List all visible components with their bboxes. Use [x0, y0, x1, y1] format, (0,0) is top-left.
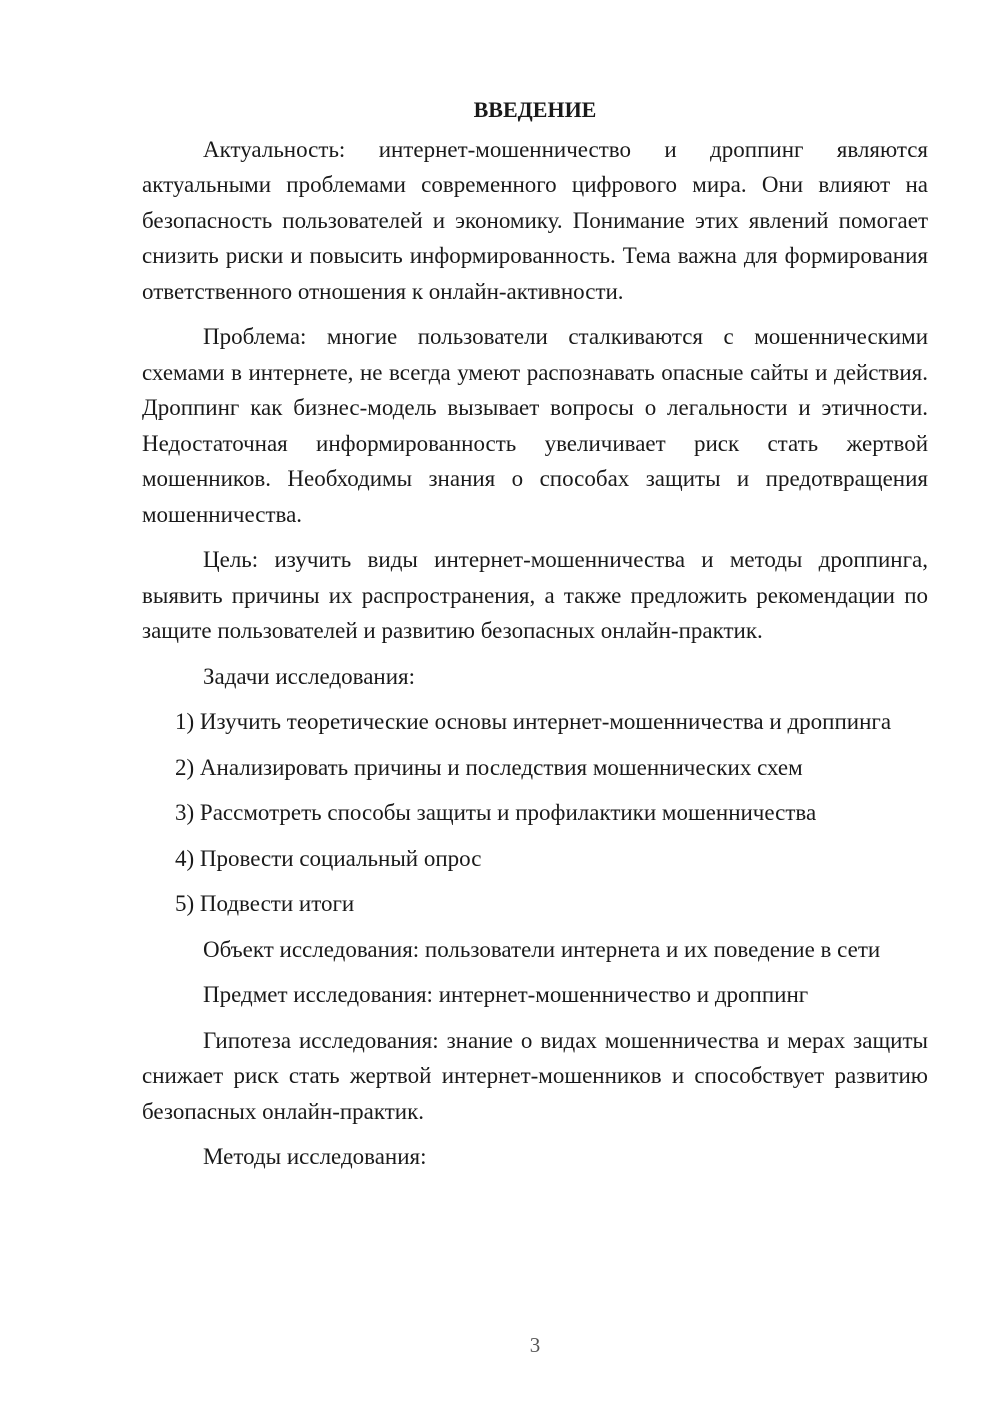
methods-title: Методы исследования: [203, 1144, 427, 1169]
task-item: 1) Изучить теоретические основы интернет-мошенничества и дроппинга [175, 709, 892, 734]
hypothesis-paragraph: Гипотеза исследования: знание о видах мошенничества и мерах защиты снижает риск стать жертвой интернет-мошенников и способствует развитию безопасных онлайн-практик. [142, 1027, 928, 1124]
page-number: 3 [529, 1333, 541, 1357]
object-paragraph: Объект исследования: пользователи интернета и их поведение в сети [203, 936, 881, 962]
task-item: 3) Рассмотреть способы защиты и профилактики мошенничества [175, 800, 817, 825]
subject-paragraph: Предмет исследования: интернет-мошенничество и дроппинг [203, 982, 809, 1007]
task-item: 5) Подвести итоги [175, 891, 355, 916]
goal-paragraph: Цель: изучить виды интернет-мошенничества и методы дроппинга, выявить причины их распространения, а также предложить рекомендации по защите пользователей и развитию безопасных онлайн-практик. [142, 547, 928, 643]
page-heading: ВВЕДЕНИЕ [473, 97, 597, 122]
task-item: 2) Анализировать причины и последствия мошеннических схем [175, 754, 803, 780]
task-item: 4) Провести социальный опрос [175, 845, 482, 871]
relevance-paragraph: Актуальность: интернет-мошенничество и дроппинг являются актуальными проблемами современного цифрового мира. Они влияют на безопасность пользователей и экономику. Понимание этих явлений помогает снизить риски и повысить информированность. Тема важна для формирования ответственного отношения к онлайн-активности. [142, 136, 928, 304]
page-content [142, 92, 928, 1185]
problem-paragraph: Проблема: многие пользователи сталкиваются с мошенническими схемами в интернете, не всегда умеют распознавать опасные сайты и действия. Дроппинг как бизнес-модель вызывает вопросы о легальности и этичности. Недостаточная информированность увеличивает риск стать жертвой мошенников. Необходимы знания о способах защиты и предотвращения мошенничества. [142, 324, 928, 527]
tasks-title: Задачи исследования: [203, 663, 416, 689]
